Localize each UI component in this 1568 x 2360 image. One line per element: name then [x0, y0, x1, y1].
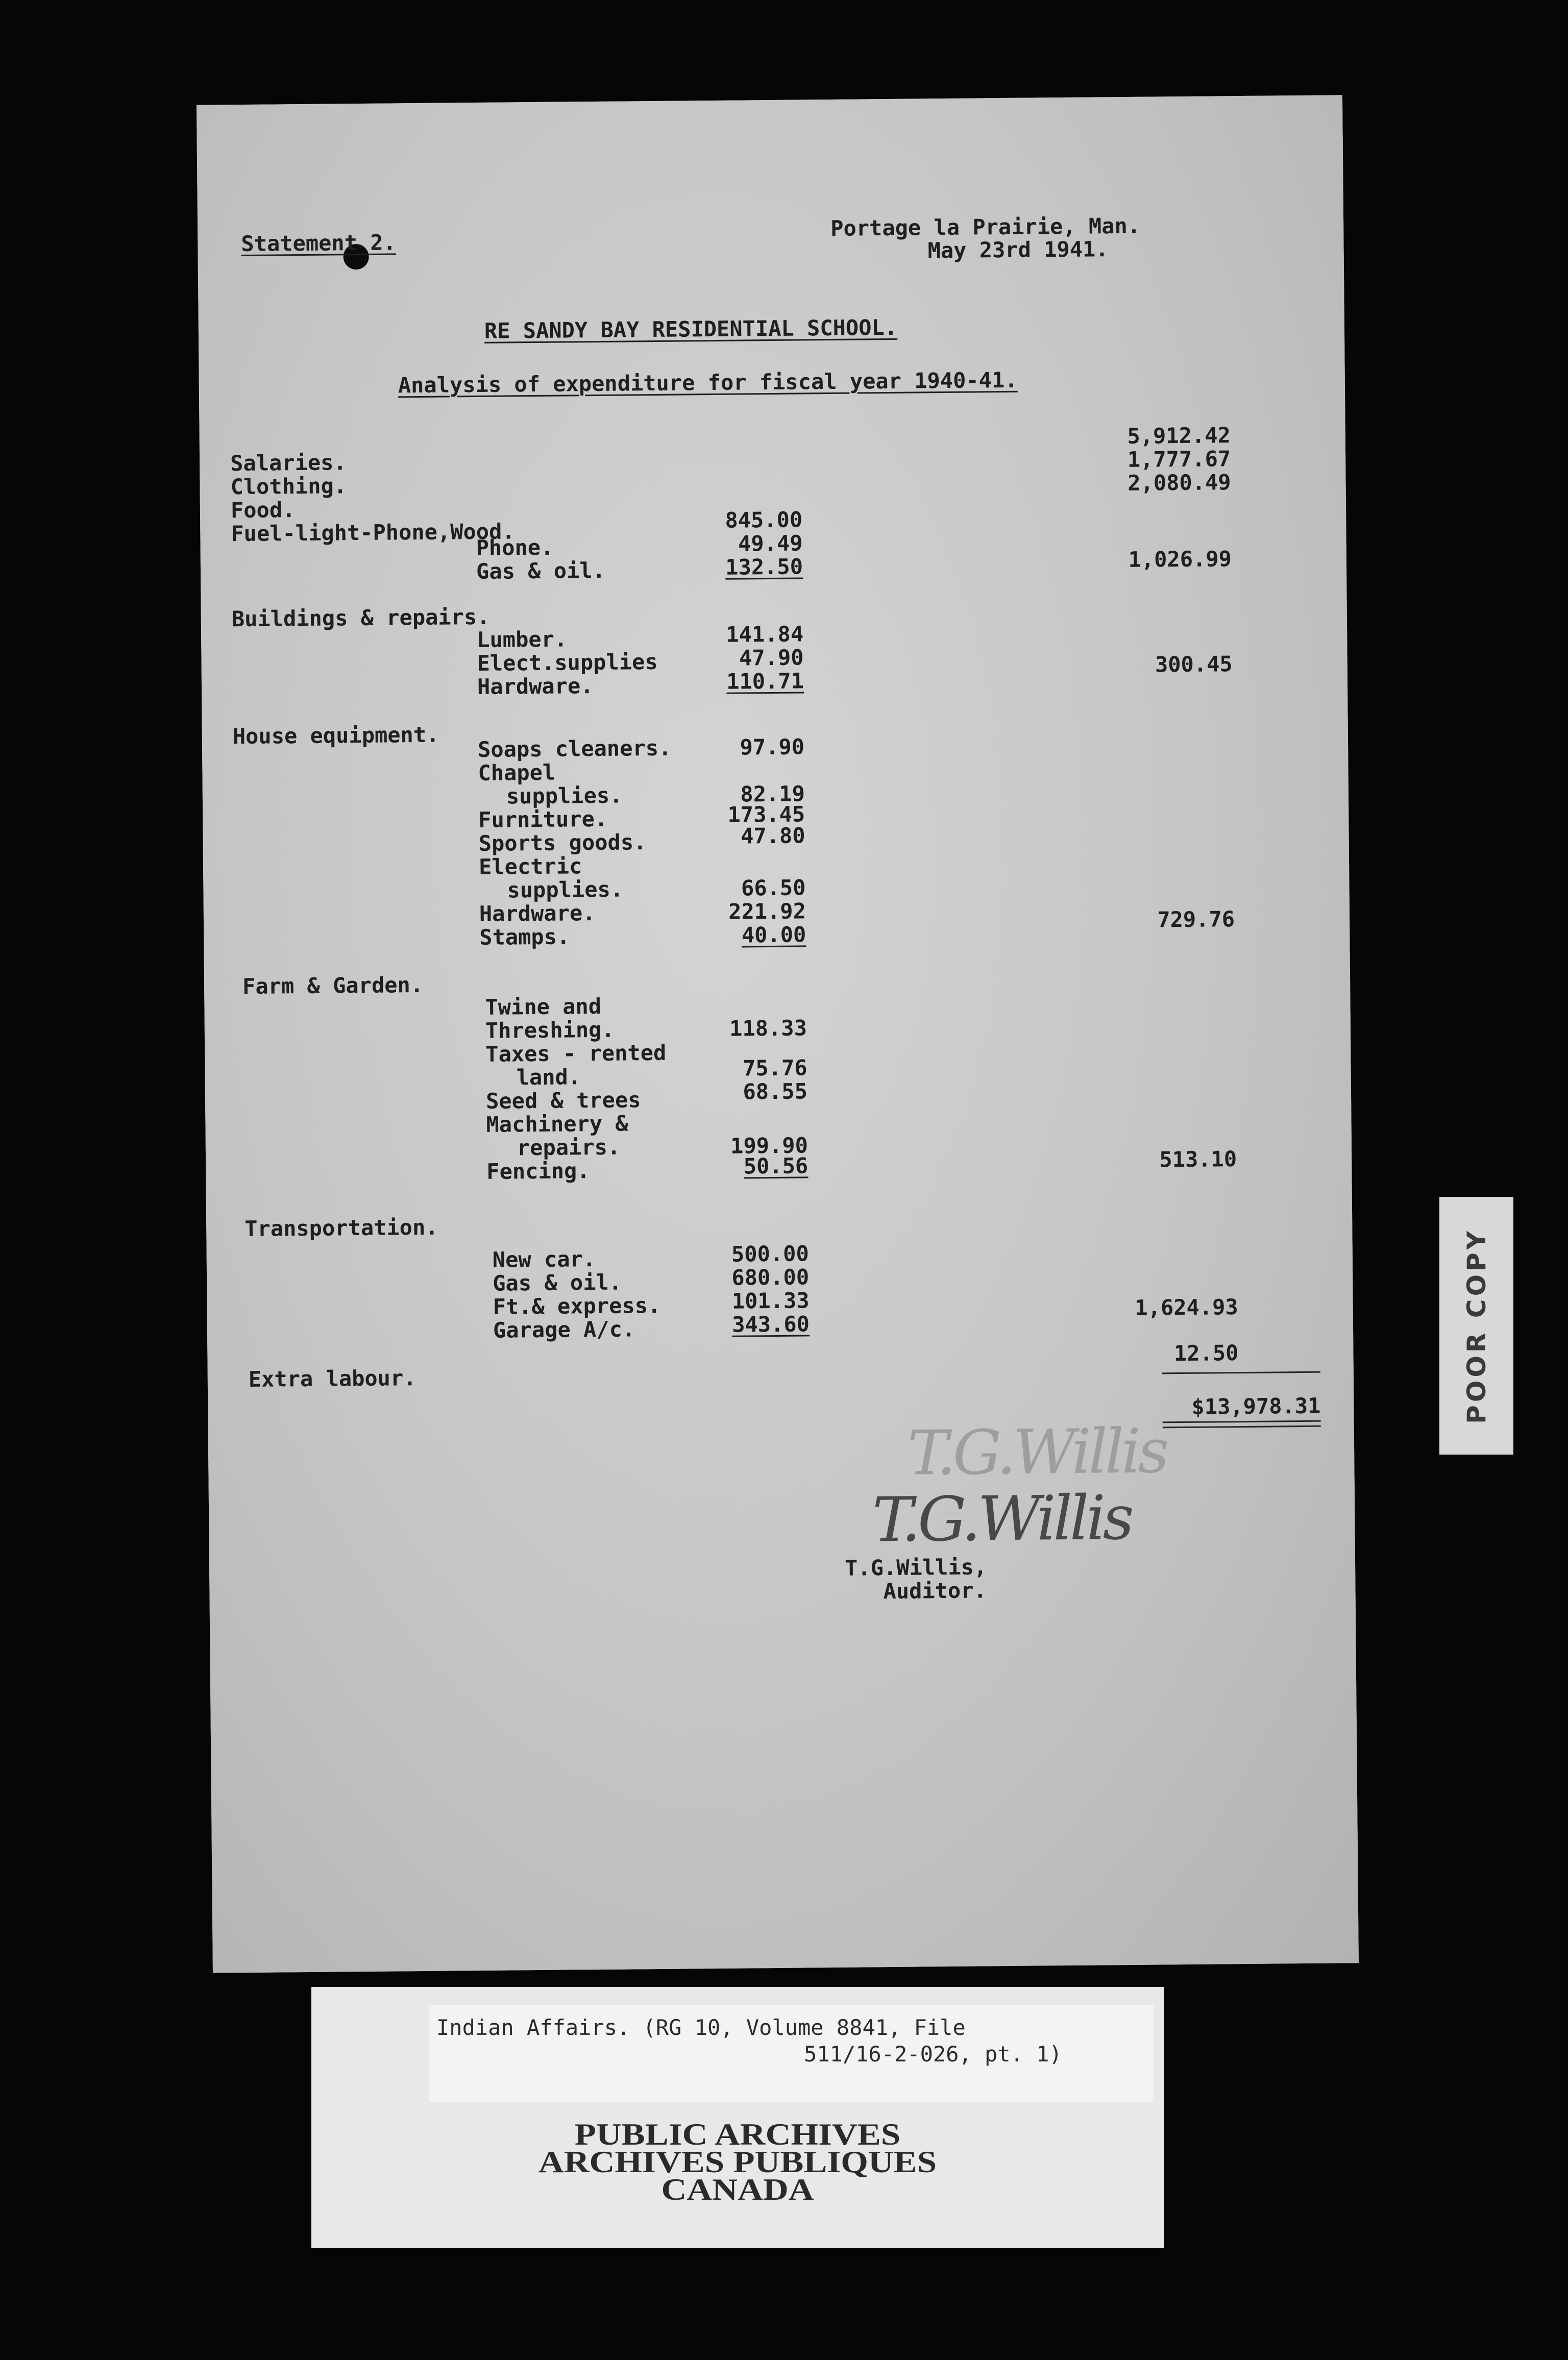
- house-item-label: Stamps.: [479, 924, 570, 950]
- statement-number: Statement 2.: [241, 230, 397, 257]
- farm-item-amount: 68.55: [743, 1078, 808, 1104]
- house-item-label: Chapel: [478, 759, 556, 786]
- fuel-gas-amount: 132.50: [725, 554, 803, 580]
- buildings-total: 300.45: [1155, 651, 1233, 677]
- farm-item-label: Fencing.: [486, 1158, 590, 1184]
- buildings-item-label: Lumber.: [476, 626, 568, 653]
- archive-ref-line1: Indian Affairs. (RG 10, Volume 8841, File: [436, 2015, 966, 2040]
- transport-item-label: Gas & oil.: [492, 1269, 622, 1296]
- buildings-label: Buildings & repairs.: [231, 604, 490, 632]
- archive-name-en: PUBLIC ARCHIVES: [574, 2118, 901, 2151]
- signatory-name: T.G.Willis,: [844, 1554, 987, 1581]
- transport-label: Transportation.: [244, 1214, 438, 1242]
- house-total: 729.76: [1157, 906, 1235, 932]
- transport-item-amount: 101.33: [731, 1288, 810, 1314]
- sum-rule: [1162, 1371, 1320, 1374]
- house-item-amount: 173.45: [727, 801, 805, 827]
- signature-impression: T.G.Willis: [907, 1416, 1167, 1489]
- house-item-amount: 47.80: [740, 823, 805, 849]
- house-item-label: Soaps cleaners.: [477, 735, 672, 763]
- house-item-amount: 221.92: [728, 898, 806, 924]
- house-label: House equipment.: [232, 722, 439, 749]
- farm-item-label: Threshing.: [485, 1017, 615, 1043]
- buildings-item-label: Elect.supplies: [477, 649, 658, 676]
- house-item-amount: 40.00: [741, 922, 806, 948]
- farm-item-label: land.: [516, 1064, 581, 1090]
- transport-item-amount: 343.60: [732, 1311, 810, 1337]
- farm-item-amount: 199.90: [730, 1133, 808, 1159]
- house-item-label: Hardware.: [479, 900, 596, 927]
- fuel-phone-label: Phone.: [476, 534, 554, 561]
- archive-name-fr: ARCHIVES PUBLIQUES: [538, 2145, 937, 2179]
- handwritten-signature: T.G.Willis: [872, 1482, 1132, 1556]
- clothing-label: Clothing.: [230, 473, 347, 500]
- house-item-amount: 66.50: [741, 875, 806, 901]
- house-item-label: supplies.: [506, 782, 623, 809]
- farm-item-label: Twine and: [485, 993, 602, 1020]
- food-label: Food.: [230, 497, 296, 523]
- poor-copy-label: [1439, 1197, 1513, 1455]
- house-item-label: Electric: [478, 853, 582, 880]
- extra-label: Extra labour.: [248, 1365, 416, 1392]
- house-item-amount: 82.19: [740, 781, 805, 807]
- poor-copy-text: POOR COPY: [1461, 1227, 1491, 1424]
- place: Portage la Prairie, Man.: [830, 213, 1141, 241]
- farm-item-amount: 75.76: [742, 1055, 807, 1081]
- fuel-gas-label: Gas & oil.: [476, 557, 606, 584]
- transport-item-label: Garage A/c.: [493, 1316, 635, 1343]
- transport-total: 1,624.93: [1135, 1294, 1238, 1320]
- fuel-total: 1,026.99: [1128, 546, 1232, 572]
- buildings-item-amount: 47.90: [739, 645, 804, 671]
- buildings-item-amount: 110.71: [726, 668, 804, 694]
- clothing-total: 1,777.67: [1127, 446, 1231, 472]
- salaries-label: Salaries.: [230, 450, 347, 476]
- transport-item-label: Ft.& express.: [493, 1292, 661, 1319]
- salaries-total: 5,912.42: [1127, 423, 1231, 449]
- farm-label: Farm & Garden.: [242, 972, 424, 999]
- fuel-phone-amount: 49.49: [738, 530, 803, 556]
- archive-name-block: [311, 2118, 1164, 2206]
- farm-total: 513.10: [1159, 1146, 1237, 1172]
- date: May 23rd 1941.: [927, 236, 1109, 263]
- grand-total-rule: [1163, 1420, 1321, 1423]
- farm-item-label: Taxes - rented: [485, 1040, 667, 1067]
- house-item-label: Furniture.: [478, 806, 608, 833]
- farm-item-label: Machinery &: [486, 1111, 628, 1137]
- house-item-amount: 97.90: [740, 734, 805, 760]
- transport-item-amount: 680.00: [731, 1264, 810, 1290]
- food-total: 2,080.49: [1128, 470, 1231, 496]
- document-page: [197, 95, 1359, 1973]
- farm-item-label: repairs.: [517, 1134, 621, 1161]
- farm-item-label: Seed & trees: [485, 1087, 641, 1114]
- buildings-item-amount: 141.84: [726, 621, 804, 647]
- document-title: RE SANDY BAY RESIDENTIAL SCHOOL.: [484, 314, 898, 343]
- extra-total: 12.50: [1173, 1340, 1239, 1366]
- document-subtitle: Analysis of expenditure for fiscal year 1940-41.: [398, 367, 1018, 398]
- transport-item-label: New car.: [492, 1246, 596, 1272]
- house-item-label: supplies.: [507, 876, 624, 903]
- transport-item-amount: 500.00: [731, 1241, 809, 1267]
- farm-item-amount: 50.56: [743, 1153, 808, 1179]
- fuel-label: Fuel-light-Phone,Wood.: [231, 519, 515, 547]
- farm-item-amount: 118.33: [729, 1015, 807, 1041]
- archive-country: CANADA: [661, 2173, 814, 2206]
- grand-total-rule: [1163, 1425, 1321, 1429]
- house-item-label: Sports goods.: [478, 829, 647, 856]
- fuel-wood-amount: 845.00: [725, 507, 803, 533]
- archive-ref-line2: 511/16-2-026, pt. 1): [804, 2042, 1062, 2067]
- grand-total: $13,978.31: [1191, 1393, 1321, 1419]
- buildings-item-label: Hardware.: [477, 673, 594, 700]
- signatory-role: Auditor.: [883, 1578, 987, 1604]
- archive-reference-card: [429, 2005, 1154, 2102]
